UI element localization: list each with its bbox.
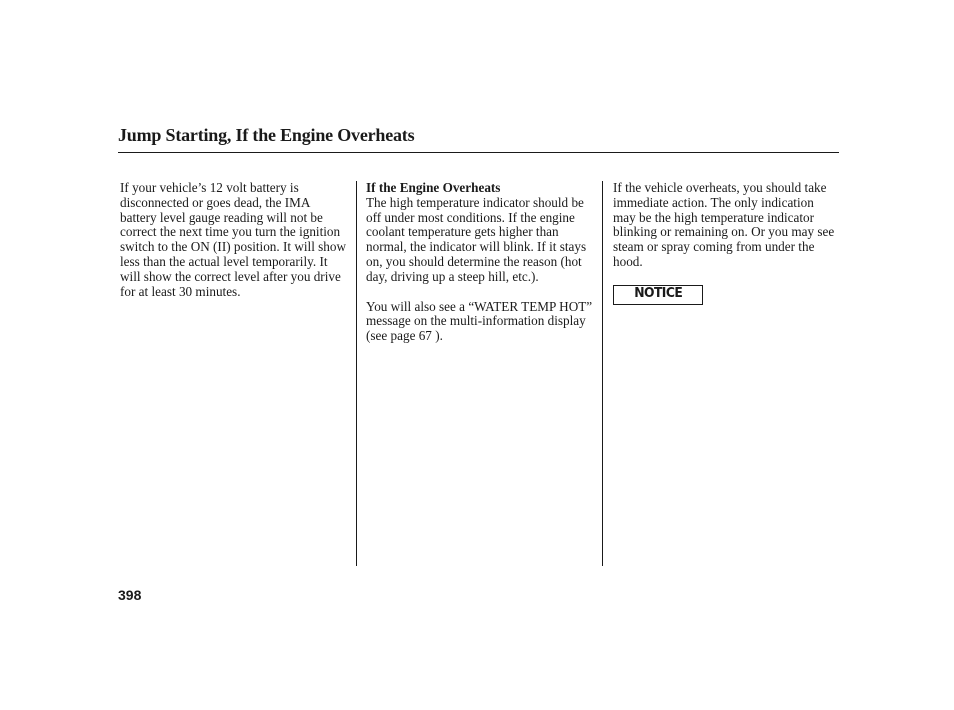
- column-3: [613, 181, 839, 305]
- column-2: [366, 181, 596, 344]
- title-rule: [118, 152, 839, 153]
- column-divider-2: [602, 181, 603, 566]
- notice-box: [613, 285, 703, 305]
- battery-paragraph: If your vehicle’s 12 volt battery is disconnected or goes dead, the IMA battery level gauge reading will not be correct the next time you turn the ignition switch to the ON (II) position. It will show less than the actual level temporarily. It will show the correct level after you drive for at least 30 minutes.: [120, 180, 346, 299]
- indicator-paragraph: The high temperature indicator should be off under most conditions. If the engine coolant temperature gets higher than normal, the indicator will blink. If it stays on, you should determine the reason (hot day, driving up a steep hill, etc.).: [366, 194, 587, 284]
- page-title: Jump Starting, If the Engine Overheats: [118, 125, 415, 145]
- column-1: [120, 181, 348, 299]
- section-heading-overheats: If the Engine Overheats: [366, 180, 501, 195]
- water-temp-paragraph: You will also see a “WATER TEMP HOT” message on the multi-information display (see page 67 ).: [366, 298, 593, 344]
- overheat-action-paragraph: If the vehicle overheats, you should take immediate action. The only indication may be the high temperature indicator blinking or remaining on. Or you may see steam or spray coming from under the hood.: [613, 180, 835, 269]
- column-divider-1: [356, 181, 357, 566]
- notice-label: NOTICE: [634, 286, 682, 302]
- page-number: 398: [118, 587, 142, 603]
